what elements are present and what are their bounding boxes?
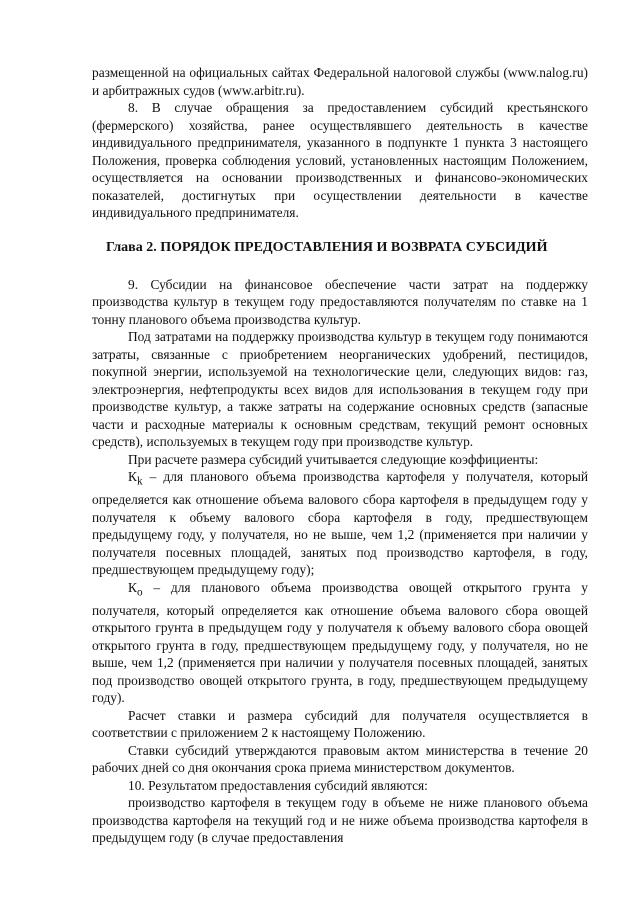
ko-symbol: К xyxy=(128,579,137,595)
item-10-paragraph: 10. Результатом предоставления субсидий являются: xyxy=(128,777,428,793)
kk-subscript: k xyxy=(136,475,143,488)
rate-calculation-paragraph: Расчет ставки и размера субсидий для получателя осуществляется в соответствии с приложением 2 к настоящему Положению. xyxy=(92,707,588,741)
ko-coefficient-paragraph xyxy=(92,579,588,707)
rates-approval-paragraph: Ставки субсидий утверждаются правовым актом министерства в течение 20 рабочих дней со дня окончания срока приема министерством документов. xyxy=(92,742,588,776)
document-page xyxy=(92,64,588,847)
coefficients-intro: При расчете размера субсидий учитывается следующие коэффициенты: xyxy=(128,451,539,467)
kk-description: – для планового объема производства картофеля у получателя, который определяется как отношение объема валового сбора картофеля в предыдущем году у получателя к объему валового сбора картофеля в году, предшествующем предыдущему году, у получателя, но не выше, чем 1,2 (применяется при наличии у получателя посевных площадей, занятых под производство картофеля, в году, предшествующем предыдущему году); xyxy=(92,469,588,578)
item-8-paragraph: 8. В случае обращения за предоставлением субсидий крестьянского (фермерского) хозяйства, ранее осуществлявшего деятельность в качестве индивидуального предпринимателя, указанного в подпункте 1 пункта 3 настоящего Положения, проверка соблюдения условий, установленных настоящим Положением, осуществляется на основании производственных и финансово-экономических показателей, достигнутых при осуществлении деятельности в качестве индивидуального предпринимателя. xyxy=(92,100,588,220)
costs-paragraph: Под затратами на поддержку производства культур в текущем году понимаются затраты, связанные с приобретением неорганических удобрений, пестицидов, покупной энергии, используемой на технологические цели, следующих видов: газ, электроэнергия, нефтепродукты всех видов для использования в текущем году при производстве культур, а также затраты на содержание основных средств (запасные части и расходные материалы к основным средствам, текущий ремонт основных средств), используемых в текущем году при производстве культур. xyxy=(92,329,588,449)
item-9-paragraph: 9. Субсидии на финансовое обеспечение части затрат на поддержку производства культур в текущем году предоставляются получателям по ставке на 1 тонну планового объема производства культур. xyxy=(92,276,588,327)
result-potato-paragraph: производство картофеля в текущем году в объеме не ниже планового объема производства картофеля на текущий год и не ниже объема производства картофеля в предыдущем году (в случае предоставления xyxy=(92,795,588,846)
ko-description: – для планового объема производства овощей открытого грунта у получателя, который определяется как отношение объема валового сбора овощей открытого грунта в предыдущем году у получателя к объему валового сбора овощей открытого грунта в году, предшествующем предыдущему году, у получателя, но не выше, чем 1,2 (применяется при наличии у получателя посевных площадей, занятых под производство овощей открытого грунта, в году, предшествующем предыдущему году). xyxy=(92,579,588,706)
kk-coefficient-paragraph xyxy=(92,468,588,579)
intro-paragraph: размещенной на официальных сайтах Федеральной налоговой службы (www.nalog.ru) и арбитражных судов (www.arbitr.ru). xyxy=(92,65,588,98)
kk-symbol: К xyxy=(128,469,137,484)
ko-subscript: о xyxy=(136,586,143,599)
chapter-title: Глава 2. ПОРЯДОК ПРЕДОСТАВЛЕНИЯ И ВОЗВРАТА СУБСИДИЙ xyxy=(106,239,548,255)
